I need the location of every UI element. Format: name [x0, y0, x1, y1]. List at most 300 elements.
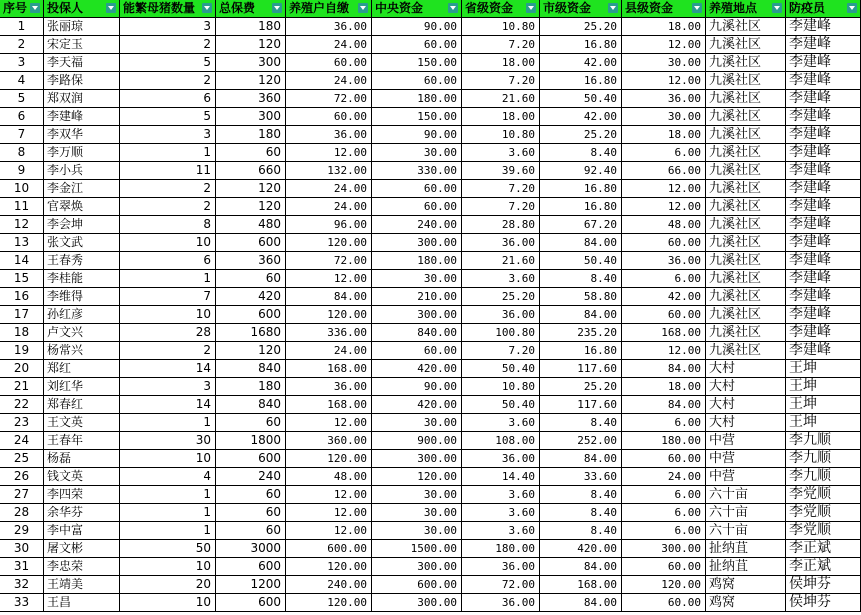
cell-vet-officer[interactable]: 李建峰: [786, 324, 861, 342]
cell-total-premium[interactable]: 60: [216, 522, 286, 540]
cell-seq-no[interactable]: 1: [0, 18, 44, 36]
cell-provincial-fund[interactable]: 39.60: [462, 162, 540, 180]
cell-vet-officer[interactable]: 李九顺: [786, 450, 861, 468]
cell-insured-name[interactable]: 郑春红: [44, 396, 120, 414]
cell-total-premium[interactable]: 600: [216, 234, 286, 252]
cell-county-fund[interactable]: 6.00: [622, 270, 706, 288]
cell-vet-officer[interactable]: 李正斌: [786, 540, 861, 558]
cell-farm-location[interactable]: 九溪社区: [706, 198, 786, 216]
cell-farm-location[interactable]: 九溪社区: [706, 234, 786, 252]
cell-vet-officer[interactable]: 王坤: [786, 378, 861, 396]
cell-insured-name[interactable]: 李天福: [44, 54, 120, 72]
cell-county-fund[interactable]: 18.00: [622, 18, 706, 36]
cell-provincial-fund[interactable]: 108.00: [462, 432, 540, 450]
cell-sow-count[interactable]: 28: [120, 324, 216, 342]
cell-farmer-self-pay[interactable]: 84.00: [286, 288, 372, 306]
cell-vet-officer[interactable]: 侯坤芬: [786, 576, 861, 594]
cell-insured-name[interactable]: 李会坤: [44, 216, 120, 234]
cell-insured-name[interactable]: 官翠焕: [44, 198, 120, 216]
cell-insured-name[interactable]: 卢文兴: [44, 324, 120, 342]
cell-farm-location[interactable]: 九溪社区: [706, 18, 786, 36]
cell-central-fund[interactable]: 30.00: [372, 144, 462, 162]
cell-county-fund[interactable]: 6.00: [622, 414, 706, 432]
cell-total-premium[interactable]: 840: [216, 396, 286, 414]
cell-farm-location[interactable]: 六十亩: [706, 504, 786, 522]
cell-insured-name[interactable]: 李建峰: [44, 108, 120, 126]
cell-insured-name[interactable]: 郑双润: [44, 90, 120, 108]
cell-insured-name[interactable]: 李中富: [44, 522, 120, 540]
cell-central-fund[interactable]: 60.00: [372, 198, 462, 216]
cell-total-premium[interactable]: 660: [216, 162, 286, 180]
cell-total-premium[interactable]: 180: [216, 18, 286, 36]
cell-farmer-self-pay[interactable]: 120.00: [286, 306, 372, 324]
cell-city-fund[interactable]: 8.40: [540, 504, 622, 522]
cell-city-fund[interactable]: 117.60: [540, 360, 622, 378]
filter-dropdown-icon[interactable]: [608, 3, 618, 13]
cell-central-fund[interactable]: 840.00: [372, 324, 462, 342]
cell-provincial-fund[interactable]: 3.60: [462, 522, 540, 540]
cell-provincial-fund[interactable]: 7.20: [462, 180, 540, 198]
cell-county-fund[interactable]: 42.00: [622, 288, 706, 306]
cell-central-fund[interactable]: 60.00: [372, 342, 462, 360]
cell-city-fund[interactable]: 252.00: [540, 432, 622, 450]
cell-total-premium[interactable]: 60: [216, 414, 286, 432]
cell-farm-location[interactable]: 大村: [706, 360, 786, 378]
cell-sow-count[interactable]: 20: [120, 576, 216, 594]
cell-provincial-fund[interactable]: 36.00: [462, 450, 540, 468]
cell-city-fund[interactable]: 8.40: [540, 144, 622, 162]
cell-farmer-self-pay[interactable]: 72.00: [286, 90, 372, 108]
cell-farmer-self-pay[interactable]: 36.00: [286, 18, 372, 36]
cell-provincial-fund[interactable]: 36.00: [462, 306, 540, 324]
header-county-fund[interactable]: [622, 0, 706, 18]
cell-county-fund[interactable]: 120.00: [622, 576, 706, 594]
cell-vet-officer[interactable]: 李九顺: [786, 468, 861, 486]
cell-insured-name[interactable]: 钱文英: [44, 468, 120, 486]
cell-farmer-self-pay[interactable]: 72.00: [286, 252, 372, 270]
cell-central-fund[interactable]: 300.00: [372, 450, 462, 468]
filter-dropdown-icon[interactable]: [106, 3, 116, 13]
cell-city-fund[interactable]: 92.40: [540, 162, 622, 180]
cell-sow-count[interactable]: 8: [120, 216, 216, 234]
cell-insured-name[interactable]: 李维得: [44, 288, 120, 306]
filter-dropdown-icon[interactable]: [847, 3, 857, 13]
cell-city-fund[interactable]: 84.00: [540, 306, 622, 324]
cell-seq-no[interactable]: 13: [0, 234, 44, 252]
cell-sow-count[interactable]: 11: [120, 162, 216, 180]
cell-county-fund[interactable]: 6.00: [622, 522, 706, 540]
cell-provincial-fund[interactable]: 7.20: [462, 342, 540, 360]
cell-total-premium[interactable]: 1800: [216, 432, 286, 450]
cell-sow-count[interactable]: 3: [120, 18, 216, 36]
cell-total-premium[interactable]: 60: [216, 486, 286, 504]
cell-farmer-self-pay[interactable]: 48.00: [286, 468, 372, 486]
cell-seq-no[interactable]: 15: [0, 270, 44, 288]
cell-farmer-self-pay[interactable]: 120.00: [286, 594, 372, 612]
cell-seq-no[interactable]: 33: [0, 594, 44, 612]
cell-central-fund[interactable]: 240.00: [372, 216, 462, 234]
cell-total-premium[interactable]: 240: [216, 468, 286, 486]
cell-farmer-self-pay[interactable]: 120.00: [286, 450, 372, 468]
cell-central-fund[interactable]: 180.00: [372, 252, 462, 270]
cell-vet-officer[interactable]: 李党顺: [786, 486, 861, 504]
cell-sow-count[interactable]: 10: [120, 234, 216, 252]
cell-farm-location[interactable]: 九溪社区: [706, 216, 786, 234]
cell-county-fund[interactable]: 60.00: [622, 594, 706, 612]
cell-city-fund[interactable]: 16.80: [540, 36, 622, 54]
cell-vet-officer[interactable]: 李建峰: [786, 234, 861, 252]
cell-city-fund[interactable]: 16.80: [540, 342, 622, 360]
cell-city-fund[interactable]: 8.40: [540, 270, 622, 288]
cell-city-fund[interactable]: 16.80: [540, 180, 622, 198]
cell-sow-count[interactable]: 50: [120, 540, 216, 558]
cell-central-fund[interactable]: 330.00: [372, 162, 462, 180]
cell-county-fund[interactable]: 48.00: [622, 216, 706, 234]
cell-central-fund[interactable]: 900.00: [372, 432, 462, 450]
cell-vet-officer[interactable]: 李建峰: [786, 90, 861, 108]
cell-provincial-fund[interactable]: 72.00: [462, 576, 540, 594]
cell-total-premium[interactable]: 120: [216, 180, 286, 198]
cell-central-fund[interactable]: 60.00: [372, 72, 462, 90]
cell-county-fund[interactable]: 60.00: [622, 234, 706, 252]
cell-seq-no[interactable]: 26: [0, 468, 44, 486]
cell-central-fund[interactable]: 150.00: [372, 108, 462, 126]
cell-seq-no[interactable]: 11: [0, 198, 44, 216]
cell-farm-location[interactable]: 九溪社区: [706, 144, 786, 162]
cell-city-fund[interactable]: 16.80: [540, 72, 622, 90]
cell-farm-location[interactable]: 大村: [706, 378, 786, 396]
cell-provincial-fund[interactable]: 21.60: [462, 90, 540, 108]
cell-central-fund[interactable]: 30.00: [372, 522, 462, 540]
cell-central-fund[interactable]: 210.00: [372, 288, 462, 306]
cell-farmer-self-pay[interactable]: 120.00: [286, 558, 372, 576]
filter-dropdown-icon[interactable]: [772, 3, 782, 13]
cell-insured-name[interactable]: 郑红: [44, 360, 120, 378]
filter-dropdown-icon[interactable]: [526, 3, 536, 13]
cell-seq-no[interactable]: 28: [0, 504, 44, 522]
cell-insured-name[interactable]: 李金江: [44, 180, 120, 198]
cell-central-fund[interactable]: 120.00: [372, 468, 462, 486]
cell-sow-count[interactable]: 5: [120, 108, 216, 126]
cell-sow-count[interactable]: 1: [120, 414, 216, 432]
cell-seq-no[interactable]: 14: [0, 252, 44, 270]
cell-vet-officer[interactable]: 李建峰: [786, 162, 861, 180]
header-total-premium[interactable]: [216, 0, 286, 18]
cell-county-fund[interactable]: 60.00: [622, 558, 706, 576]
cell-total-premium[interactable]: 3000: [216, 540, 286, 558]
cell-seq-no[interactable]: 10: [0, 180, 44, 198]
cell-farmer-self-pay[interactable]: 12.00: [286, 414, 372, 432]
cell-farmer-self-pay[interactable]: 24.00: [286, 342, 372, 360]
cell-total-premium[interactable]: 60: [216, 504, 286, 522]
cell-provincial-fund[interactable]: 21.60: [462, 252, 540, 270]
cell-seq-no[interactable]: 4: [0, 72, 44, 90]
cell-vet-officer[interactable]: 李建峰: [786, 36, 861, 54]
cell-county-fund[interactable]: 18.00: [622, 378, 706, 396]
cell-farmer-self-pay[interactable]: 60.00: [286, 108, 372, 126]
cell-insured-name[interactable]: 王春年: [44, 432, 120, 450]
cell-insured-name[interactable]: 王春秀: [44, 252, 120, 270]
cell-farm-location[interactable]: 六十亩: [706, 486, 786, 504]
cell-sow-count[interactable]: 3: [120, 126, 216, 144]
cell-seq-no[interactable]: 7: [0, 126, 44, 144]
cell-central-fund[interactable]: 300.00: [372, 306, 462, 324]
cell-vet-officer[interactable]: 李建峰: [786, 342, 861, 360]
cell-insured-name[interactable]: 刘红华: [44, 378, 120, 396]
cell-farm-location[interactable]: 扯纳苴: [706, 540, 786, 558]
cell-city-fund[interactable]: 84.00: [540, 450, 622, 468]
cell-county-fund[interactable]: 12.00: [622, 180, 706, 198]
cell-total-premium[interactable]: 360: [216, 252, 286, 270]
cell-farm-location[interactable]: 九溪社区: [706, 126, 786, 144]
cell-sow-count[interactable]: 10: [120, 450, 216, 468]
cell-sow-count[interactable]: 14: [120, 360, 216, 378]
cell-city-fund[interactable]: 25.20: [540, 126, 622, 144]
cell-sow-count[interactable]: 10: [120, 558, 216, 576]
cell-provincial-fund[interactable]: 3.60: [462, 144, 540, 162]
cell-sow-count[interactable]: 14: [120, 396, 216, 414]
header-farmer-self-pay[interactable]: [286, 0, 372, 18]
cell-city-fund[interactable]: 58.80: [540, 288, 622, 306]
cell-vet-officer[interactable]: 李建峰: [786, 306, 861, 324]
cell-city-fund[interactable]: 33.60: [540, 468, 622, 486]
cell-city-fund[interactable]: 50.40: [540, 90, 622, 108]
cell-total-premium[interactable]: 60: [216, 270, 286, 288]
cell-farm-location[interactable]: 鸡窝: [706, 576, 786, 594]
cell-vet-officer[interactable]: 李党顺: [786, 522, 861, 540]
cell-seq-no[interactable]: 17: [0, 306, 44, 324]
cell-total-premium[interactable]: 120: [216, 342, 286, 360]
cell-county-fund[interactable]: 6.00: [622, 486, 706, 504]
cell-farm-location[interactable]: 鸡窝: [706, 594, 786, 612]
cell-provincial-fund[interactable]: 36.00: [462, 234, 540, 252]
cell-provincial-fund[interactable]: 18.00: [462, 108, 540, 126]
cell-farmer-self-pay[interactable]: 96.00: [286, 216, 372, 234]
cell-county-fund[interactable]: 6.00: [622, 144, 706, 162]
cell-sow-count[interactable]: 5: [120, 54, 216, 72]
cell-county-fund[interactable]: 60.00: [622, 306, 706, 324]
cell-total-premium[interactable]: 360: [216, 90, 286, 108]
cell-insured-name[interactable]: 李忠荣: [44, 558, 120, 576]
cell-farm-location[interactable]: 九溪社区: [706, 36, 786, 54]
cell-vet-officer[interactable]: 王坤: [786, 414, 861, 432]
cell-county-fund[interactable]: 12.00: [622, 72, 706, 90]
cell-county-fund[interactable]: 6.00: [622, 504, 706, 522]
cell-farm-location[interactable]: 九溪社区: [706, 162, 786, 180]
cell-farm-location[interactable]: 九溪社区: [706, 54, 786, 72]
header-seq-no[interactable]: [0, 0, 44, 18]
cell-sow-count[interactable]: 1: [120, 504, 216, 522]
cell-insured-name[interactable]: 李小兵: [44, 162, 120, 180]
cell-vet-officer[interactable]: 李建峰: [786, 18, 861, 36]
cell-sow-count[interactable]: 2: [120, 198, 216, 216]
cell-vet-officer[interactable]: 李建峰: [786, 54, 861, 72]
cell-vet-officer[interactable]: 李党顺: [786, 504, 861, 522]
cell-sow-count[interactable]: 6: [120, 252, 216, 270]
cell-county-fund[interactable]: 12.00: [622, 198, 706, 216]
cell-provincial-fund[interactable]: 18.00: [462, 54, 540, 72]
cell-insured-name[interactable]: 李双华: [44, 126, 120, 144]
cell-total-premium[interactable]: 1200: [216, 576, 286, 594]
cell-seq-no[interactable]: 6: [0, 108, 44, 126]
cell-farmer-self-pay[interactable]: 24.00: [286, 198, 372, 216]
cell-city-fund[interactable]: 42.00: [540, 54, 622, 72]
cell-seq-no[interactable]: 21: [0, 378, 44, 396]
cell-sow-count[interactable]: 1: [120, 486, 216, 504]
cell-provincial-fund[interactable]: 3.60: [462, 414, 540, 432]
cell-farm-location[interactable]: 九溪社区: [706, 180, 786, 198]
cell-provincial-fund[interactable]: 14.40: [462, 468, 540, 486]
cell-seq-no[interactable]: 3: [0, 54, 44, 72]
cell-vet-officer[interactable]: 李建峰: [786, 198, 861, 216]
header-provincial-fund[interactable]: [462, 0, 540, 18]
cell-seq-no[interactable]: 8: [0, 144, 44, 162]
cell-farmer-self-pay[interactable]: 336.00: [286, 324, 372, 342]
cell-seq-no[interactable]: 20: [0, 360, 44, 378]
cell-seq-no[interactable]: 22: [0, 396, 44, 414]
cell-county-fund[interactable]: 168.00: [622, 324, 706, 342]
cell-vet-officer[interactable]: 李建峰: [786, 216, 861, 234]
cell-total-premium[interactable]: 600: [216, 450, 286, 468]
cell-county-fund[interactable]: 66.00: [622, 162, 706, 180]
cell-farm-location[interactable]: 九溪社区: [706, 108, 786, 126]
filter-dropdown-icon[interactable]: [358, 3, 368, 13]
cell-farmer-self-pay[interactable]: 24.00: [286, 72, 372, 90]
filter-dropdown-icon[interactable]: [30, 3, 40, 13]
cell-insured-name[interactable]: 李路保: [44, 72, 120, 90]
cell-seq-no[interactable]: 23: [0, 414, 44, 432]
cell-city-fund[interactable]: 8.40: [540, 414, 622, 432]
cell-sow-count[interactable]: 2: [120, 72, 216, 90]
cell-city-fund[interactable]: 8.40: [540, 486, 622, 504]
cell-farmer-self-pay[interactable]: 36.00: [286, 378, 372, 396]
cell-central-fund[interactable]: 180.00: [372, 90, 462, 108]
cell-sow-count[interactable]: 30: [120, 432, 216, 450]
cell-farmer-self-pay[interactable]: 168.00: [286, 360, 372, 378]
cell-county-fund[interactable]: 30.00: [622, 108, 706, 126]
cell-central-fund[interactable]: 300.00: [372, 594, 462, 612]
cell-city-fund[interactable]: 84.00: [540, 594, 622, 612]
cell-total-premium[interactable]: 180: [216, 378, 286, 396]
cell-total-premium[interactable]: 300: [216, 54, 286, 72]
cell-provincial-fund[interactable]: 7.20: [462, 198, 540, 216]
cell-city-fund[interactable]: 420.00: [540, 540, 622, 558]
cell-county-fund[interactable]: 84.00: [622, 396, 706, 414]
cell-central-fund[interactable]: 600.00: [372, 576, 462, 594]
cell-city-fund[interactable]: 25.20: [540, 378, 622, 396]
cell-sow-count[interactable]: 1: [120, 270, 216, 288]
cell-provincial-fund[interactable]: 36.00: [462, 594, 540, 612]
cell-provincial-fund[interactable]: 7.20: [462, 72, 540, 90]
cell-seq-no[interactable]: 2: [0, 36, 44, 54]
cell-farm-location[interactable]: 大村: [706, 414, 786, 432]
cell-farm-location[interactable]: 九溪社区: [706, 324, 786, 342]
cell-provincial-fund[interactable]: 180.00: [462, 540, 540, 558]
cell-farmer-self-pay[interactable]: 600.00: [286, 540, 372, 558]
header-vet-officer[interactable]: [786, 0, 861, 18]
cell-seq-no[interactable]: 19: [0, 342, 44, 360]
cell-farm-location[interactable]: 中营: [706, 432, 786, 450]
cell-farm-location[interactable]: 九溪社区: [706, 342, 786, 360]
header-farm-location[interactable]: [706, 0, 786, 18]
cell-farmer-self-pay[interactable]: 12.00: [286, 270, 372, 288]
cell-total-premium[interactable]: 480: [216, 216, 286, 234]
cell-farmer-self-pay[interactable]: 24.00: [286, 180, 372, 198]
cell-insured-name[interactable]: 王靖美: [44, 576, 120, 594]
cell-city-fund[interactable]: 84.00: [540, 558, 622, 576]
cell-sow-count[interactable]: 2: [120, 342, 216, 360]
cell-sow-count[interactable]: 7: [120, 288, 216, 306]
cell-total-premium[interactable]: 120: [216, 36, 286, 54]
cell-sow-count[interactable]: 1: [120, 144, 216, 162]
cell-provincial-fund[interactable]: 10.80: [462, 126, 540, 144]
cell-sow-count[interactable]: 3: [120, 378, 216, 396]
cell-vet-officer[interactable]: 李建峰: [786, 270, 861, 288]
cell-vet-officer[interactable]: 李建峰: [786, 288, 861, 306]
cell-seq-no[interactable]: 29: [0, 522, 44, 540]
cell-vet-officer[interactable]: 李正斌: [786, 558, 861, 576]
cell-central-fund[interactable]: 90.00: [372, 126, 462, 144]
cell-vet-officer[interactable]: 李建峰: [786, 126, 861, 144]
cell-central-fund[interactable]: 300.00: [372, 558, 462, 576]
cell-insured-name[interactable]: 杨磊: [44, 450, 120, 468]
cell-city-fund[interactable]: 42.00: [540, 108, 622, 126]
cell-seq-no[interactable]: 31: [0, 558, 44, 576]
cell-total-premium[interactable]: 840: [216, 360, 286, 378]
cell-vet-officer[interactable]: 李建峰: [786, 72, 861, 90]
cell-seq-no[interactable]: 16: [0, 288, 44, 306]
cell-farm-location[interactable]: 九溪社区: [706, 288, 786, 306]
cell-provincial-fund[interactable]: 10.80: [462, 18, 540, 36]
cell-sow-count[interactable]: 1: [120, 522, 216, 540]
cell-farmer-self-pay[interactable]: 168.00: [286, 396, 372, 414]
cell-provincial-fund[interactable]: 3.60: [462, 270, 540, 288]
cell-insured-name[interactable]: 杨常兴: [44, 342, 120, 360]
cell-county-fund[interactable]: 60.00: [622, 450, 706, 468]
header-insured-name[interactable]: [44, 0, 120, 18]
cell-central-fund[interactable]: 1500.00: [372, 540, 462, 558]
cell-central-fund[interactable]: 60.00: [372, 36, 462, 54]
cell-farmer-self-pay[interactable]: 132.00: [286, 162, 372, 180]
cell-total-premium[interactable]: 1680: [216, 324, 286, 342]
cell-provincial-fund[interactable]: 100.80: [462, 324, 540, 342]
cell-city-fund[interactable]: 168.00: [540, 576, 622, 594]
cell-farm-location[interactable]: 九溪社区: [706, 252, 786, 270]
cell-seq-no[interactable]: 12: [0, 216, 44, 234]
cell-county-fund[interactable]: 24.00: [622, 468, 706, 486]
cell-sow-count[interactable]: 4: [120, 468, 216, 486]
cell-insured-name[interactable]: 王昌: [44, 594, 120, 612]
cell-farm-location[interactable]: 九溪社区: [706, 270, 786, 288]
cell-county-fund[interactable]: 300.00: [622, 540, 706, 558]
cell-provincial-fund[interactable]: 10.80: [462, 378, 540, 396]
cell-central-fund[interactable]: 30.00: [372, 504, 462, 522]
cell-seq-no[interactable]: 18: [0, 324, 44, 342]
header-sow-count[interactable]: [120, 0, 216, 18]
cell-provincial-fund[interactable]: 7.20: [462, 36, 540, 54]
cell-insured-name[interactable]: 宋定玉: [44, 36, 120, 54]
cell-central-fund[interactable]: 150.00: [372, 54, 462, 72]
cell-city-fund[interactable]: 117.60: [540, 396, 622, 414]
cell-farmer-self-pay[interactable]: 12.00: [286, 144, 372, 162]
cell-provincial-fund[interactable]: 50.40: [462, 360, 540, 378]
cell-county-fund[interactable]: 36.00: [622, 90, 706, 108]
cell-insured-name[interactable]: 孙红彦: [44, 306, 120, 324]
cell-vet-officer[interactable]: 李建峰: [786, 144, 861, 162]
cell-farm-location[interactable]: 扯纳苴: [706, 558, 786, 576]
cell-total-premium[interactable]: 300: [216, 108, 286, 126]
cell-seq-no[interactable]: 27: [0, 486, 44, 504]
